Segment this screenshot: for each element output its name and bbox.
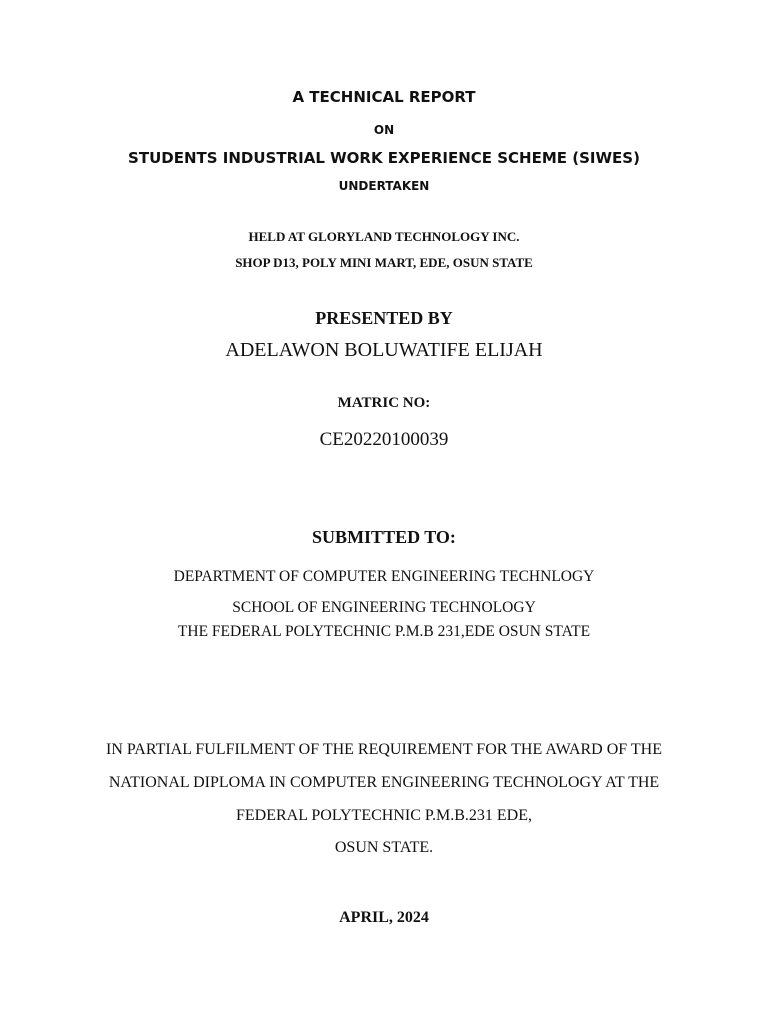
scheme-title: STUDENTS INDUSTRIAL WORK EXPERIENCE SCHEME (SIWES) [128, 149, 640, 167]
presented-by-heading: PRESENTED BY [315, 308, 453, 328]
fulfilment-line-4: OSUN STATE. [334, 839, 434, 856]
fulfilment-line-2: NATIONAL DIPLOMA IN COMPUTER ENGINEERING TECHNOLOGY AT THE [108, 774, 660, 791]
undertaken-label: UNDERTAKEN [338, 179, 430, 193]
department-line: DEPARTMENT OF COMPUTER ENGINEERING TECHNLOGY [173, 568, 595, 585]
school-line: SCHOOL OF ENGINEERING TECHNOLOGY [232, 599, 536, 616]
matric-label: MATRIC NO: [337, 395, 431, 411]
submitted-to-heading: SUBMITTED TO: [312, 527, 456, 547]
institution-line: THE FEDERAL POLYTECHNIC P.M.B 231,EDE OSUN STATE [177, 623, 591, 640]
fulfilment-line-3: FEDERAL POLYTECHNIC P.M.B.231 EDE, [235, 807, 533, 824]
report-on: ON [373, 123, 395, 137]
held-at-line: HELD AT GLORYLAND TECHNOLOGY INC. [248, 229, 520, 244]
fulfilment-line-1: IN PARTIAL FULFILMENT OF THE REQUIREMENT FOR THE AWARD OF THE [105, 741, 662, 758]
matric-number: CE20220100039 [319, 429, 449, 450]
report-title: A TECHNICAL REPORT [292, 88, 476, 106]
presenter-name: ADELAWON BOLUWATIFE ELIJAH [225, 339, 543, 361]
address-line: SHOP D13, POLY MINI MART, EDE, OSUN STATE [235, 255, 533, 270]
submission-date: APRIL, 2024 [339, 909, 429, 926]
